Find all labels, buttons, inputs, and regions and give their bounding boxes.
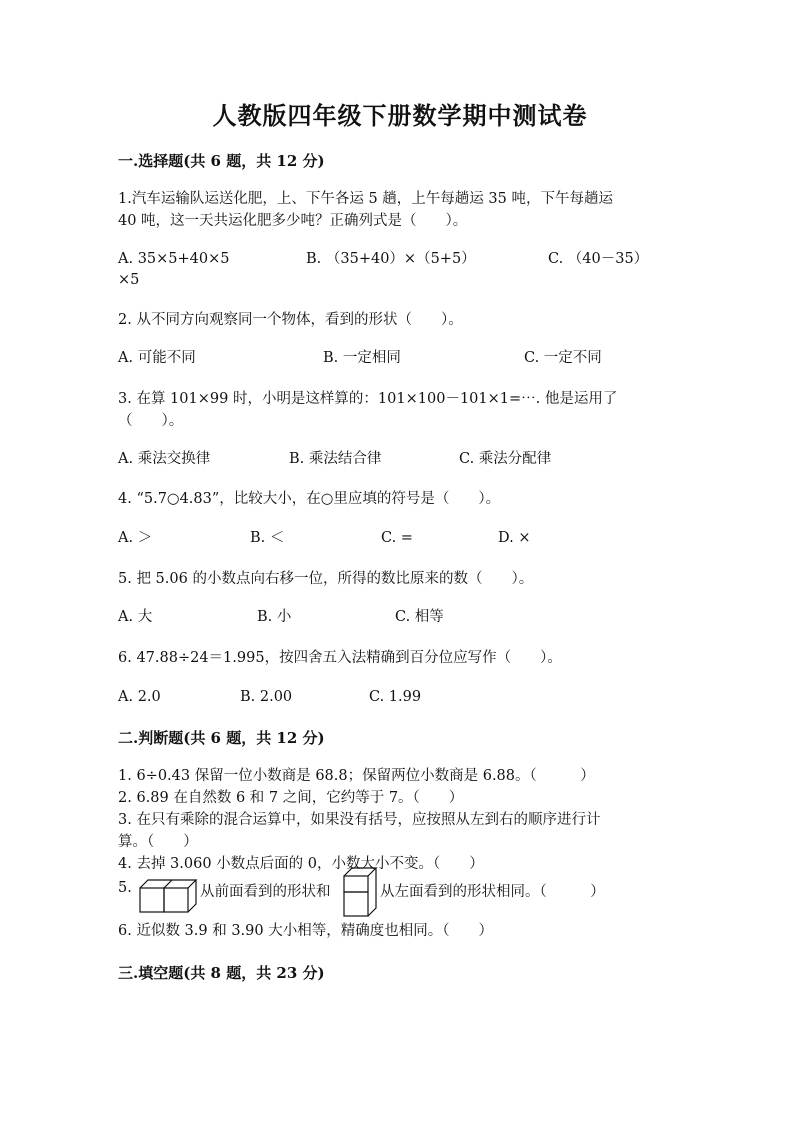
question-3-option-a: A. 乘法交换律 (118, 451, 211, 467)
judge-item-5-end: 从左面看到的形状相同。（ ） (380, 884, 605, 900)
question-2-option-a: A. 可能不同 (118, 350, 196, 366)
question-3-options (118, 447, 678, 471)
question-2-text: 2. 从不同方向观察同一个物体，看到的形状（ ）。 (118, 312, 463, 328)
question-5-text: 5. 把 5.06 的小数点向右移一位，所得的数比原来的数（ ）。 (118, 571, 534, 587)
question-4-option-d: D. × (498, 530, 531, 546)
question-2-option-b: B. 一定相同 (323, 350, 401, 366)
section-heading-choice: 一.选择题(共 6 题，共 12 分) (118, 152, 325, 170)
question-1-option-c: C. （40－35） (548, 251, 649, 267)
question-5-option-c: C. 相等 (395, 609, 444, 625)
page-title: 人教版四年级下册数学期中测试卷 (212, 101, 588, 130)
question-1-line-1: 1.汽车运输队运送化肥，上、下午各运 5 趟，上午每趟运 35 吨，下午每趟运 (118, 191, 613, 207)
judge-item-3-line-2: 算。（ ） (118, 834, 198, 850)
question-2-option-c: C. 一定不同 (524, 350, 602, 366)
judge-item-5 (118, 874, 678, 914)
question-1-option-b: B. （35+40）×（5+5） (306, 251, 476, 267)
question-6-text: 6. 47.88÷24＝1.995，按四舍五入法精确到百分位应写作（ ）。 (118, 650, 562, 666)
two-cubes-side-by-side-icon (138, 876, 198, 914)
question-5-option-b: B. 小 (257, 609, 292, 625)
question-5-options (118, 605, 678, 629)
judge-item-1: 1. 6÷0.43 保留一位小数商是 68.8；保留两位小数商是 6.88。（ ） (118, 768, 595, 784)
question-4-option-c: C. = (381, 530, 413, 546)
question-1-option-c-continued: ×5 (118, 272, 140, 288)
question-4-option-b: B. ＜ (250, 530, 285, 546)
question-6-options (118, 685, 678, 709)
question-6-option-a: A. 2.0 (118, 689, 161, 705)
judge-item-5-middle: 从前面看到的形状和 (200, 884, 331, 900)
question-2-options (118, 346, 678, 370)
question-1-option-c-cont (118, 268, 678, 292)
question-4-text: 4. “5.7○4.83”，比较大小，在○里应填的符号是（ ）。 (118, 491, 501, 507)
judge-item-4: 4. 去掉 3.060 小数点后面的 0，小数大小不变。（ ） (118, 856, 484, 872)
judge-item-2: 2. 6.89 在自然数 6 和 7 之间，它约等于 7。（ ） (118, 790, 464, 806)
section-heading-fill: 三.填空题(共 8 题，共 23 分) (118, 964, 325, 982)
question-3-option-c: C. 乘法分配律 (459, 451, 552, 467)
question-4-options (118, 526, 678, 550)
question-1-option-a: A. 35×5+40×5 (118, 251, 230, 267)
question-4-option-a: A. ＞ (118, 530, 153, 546)
judge-item-3-line-1: 3. 在只有乘除的混合运算中，如果没有括号，应按照从左到右的顺序进行计 (118, 812, 601, 828)
question-6-option-c: C. 1.99 (369, 689, 422, 705)
question-3-option-b: B. 乘法结合律 (289, 451, 382, 467)
judge-item-5-number: 5. (118, 880, 132, 896)
judge-item-6: 6. 近似数 3.9 和 3.90 大小相等，精确度也相同。（ ） (118, 923, 493, 939)
two-cubes-stacked-icon (342, 866, 380, 918)
question-3-line-1: 3. 在算 101×99 时，小明是这样算的：101×100－101×1=⋯. 他是运用了 (118, 391, 618, 407)
section-heading-judge: 二.判断题(共 6 题，共 12 分) (118, 729, 325, 747)
question-6-option-b: B. 2.00 (240, 689, 293, 705)
question-5-option-a: A. 大 (118, 609, 153, 625)
question-3-line-2: （ ）。 (118, 413, 184, 429)
question-1-line-2: 40 吨，这一天共运化肥多少吨？正确列式是（ ）。 (118, 213, 468, 229)
